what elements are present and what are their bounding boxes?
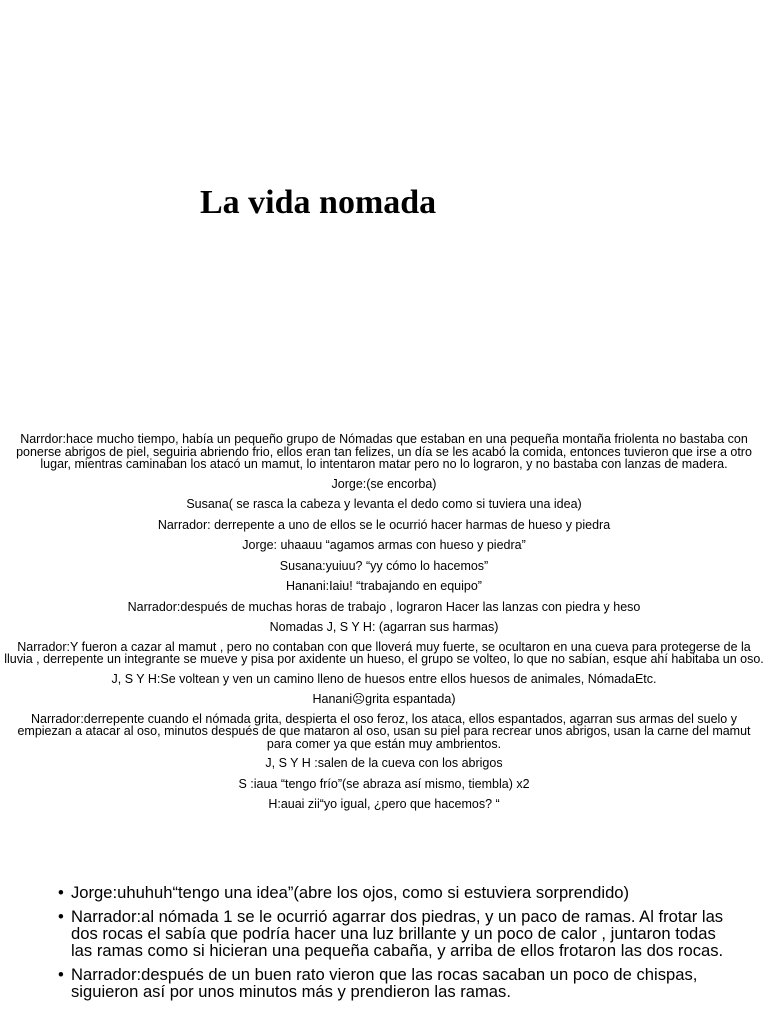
script-line: J, S Y H:Se voltean y ven un camino lleno de huesos entre ellos huesos de animales, NómadaEtc.: [111, 671, 657, 686]
script-line: Jorge:(se encorba): [331, 476, 437, 491]
script-line: Hanani☹grita espantada): [312, 692, 456, 706]
script-body: [4, 433, 764, 818]
bullet-text: Jorge:uhuhuh“tengo una idea”(abre los ojos, como si estuviera sorprendido): [71, 883, 630, 902]
script-line: Susana( se rasca la cabeza y levanta el dedo como si tuviera una idea): [186, 497, 582, 511]
script-line: Jorge: uhaauu “agamos armas con hueso y piedra”: [242, 538, 526, 552]
script-line: Narrador: derrepente a uno de ellos se le ocurrió hacer harmas de hueso y piedra: [157, 517, 611, 532]
bullet-item: [58, 884, 726, 901]
script-line: Narrador:derrepente cuando el nómada grita, despierta el oso feroz, los ataca, ellos espantados, agarran sus armas del suelo y empiezan a atacar al oso, minutos después de que mataron al oso, usan su piel para recrear unos abrigos, usan la carne del mamut para comer ya que están muy ambrientos.: [17, 711, 751, 751]
bullet-item: [58, 908, 726, 959]
bullet-icon: •: [58, 965, 64, 984]
bullet-item: [58, 966, 726, 1000]
bullet-text: Narrador:después de un buen rato vieron que las rocas sacaban un poco de chispas, siguieron así por unos minutos más y prendieron las ramas.: [71, 965, 698, 1001]
script-line: Hanani:Iaiu! “trabajando en equipo”: [286, 579, 482, 593]
bullet-list: [58, 884, 726, 1007]
script-line: J, S Y H :salen de la cueva con los abrigos: [265, 756, 503, 770]
script-line: S :iaua “tengo frío”(se abraza así mismo, tiembla) x2: [238, 776, 530, 791]
script-line: Nomadas J, S Y H: (agarran sus harmas): [269, 620, 499, 634]
bullet-icon: •: [58, 907, 64, 926]
script-line: Susana:yuiuu? “yy cómo lo hacemos”: [279, 558, 489, 573]
bullet-text: Narrador:al nómada 1 se le ocurrió agarrar dos piedras, y un paco de ramas. Al frotar las dos rocas el sabía que podría hacer una luz brillante y un poco de calor , juntaron todas las ramas como si hicieran una pequeña cabaña, y arriba de ellos frotaron las dos rocas.: [71, 907, 724, 960]
script-line: Narrdor:hace mucho tiempo, había un pequeño grupo de Nómadas que estaban en una pequeña montaña friolenta no bastaba con ponerse abrigos de piel, seguiria abriendo frio, ellos eran tan felizes, un día se les acabó la comida, entonces tuvieron que irse a otro lugar, mientras caminaban los atacó un mamut, lo intentaron matar pero no lo lograron, y no bastaba con lanzas de madera.: [16, 432, 752, 471]
script-line: H:auai zii“yo igual, ¿pero que hacemos? “: [268, 797, 500, 811]
script-line: Narrador:después de muchas horas de trabajo , lograron Hacer las lanzas con piedra y heso: [127, 599, 641, 614]
script-line: Narrador:Y fueron a cazar al mamut , pero no contaban con que lloverá muy fuerte, se ocultaron en una cueva para protegerse de la lluvia , derrepente un integrante se mueve y pisa por axidente un hueso, el grupo se volteo, lo que no sabían, esque ahí habitaba un oso.: [4, 639, 764, 666]
document-title: La vida nomada: [200, 184, 437, 221]
bullet-icon: •: [58, 883, 64, 902]
